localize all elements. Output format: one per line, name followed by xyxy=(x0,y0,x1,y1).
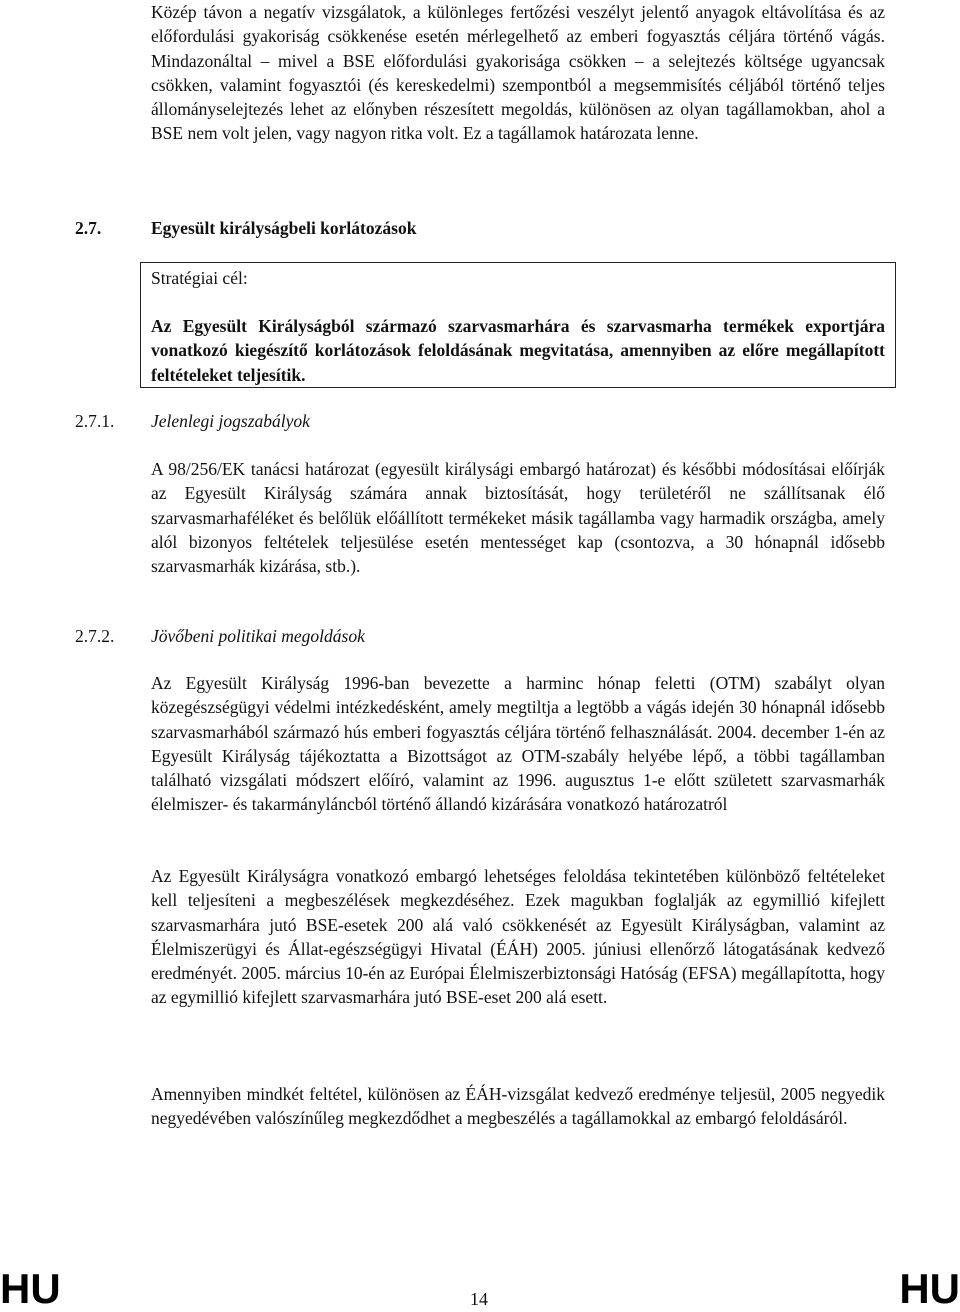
footer-language-mark-right: HU xyxy=(899,1265,960,1312)
subsection-2-paragraph-2: Az Egyesült Királyságra vonatkozó embargó lehetséges feloldása tekintetében különböző feltételeket kell teljesíteni a megbeszélések megkezdéséhez. Ezek magukban foglalják az egymillió kifejlett szarvasmarhára jutó BSE-esetek 200 alá való csökkenését az Egyesült Királyságban, valamint az Élelmiszerügyi és Állat-egészségügyi Hivatal (ÉÁH) 2005. júniusi ellenőrző látogatásának kedvező eredményét. 2005. március 10-én az Európai Élelmiszerbiztonsági Hatóság (EFSA) megállapította, hogy az egymillió kifejlett szarvasmarhára jutó BSE-eset 200 alá esett. xyxy=(151,866,885,1008)
strategic-goal-label: Stratégiai cél: xyxy=(151,268,248,288)
subsection-1-title: Jelenlegi jogszabályok xyxy=(151,411,310,431)
subsection-1-paragraph: A 98/256/EK tanácsi határozat (egyesült királysági embargó határozat) és későbbi módosításai előírják az Egyesült Királyság számára annak biztosítását, hogy területéről ne szállítsanak élő szarvasmarhaféléket és belőlük előállított termékeket másik tagállamba vagy harmadik országba, amely alól bizonyos feltételek teljesülése esetén mentességet kap (csontozva, a 30 hónapnál idősebb szarvasmarhák kizárása, stb.). xyxy=(151,459,885,577)
strategic-goal-text: Az Egyesült Királyságból származó szarvasmarhára és szarvasmarha termékek exportjára vonatkozó kiegészítő korlátozások feloldásának megvitatása, amennyiben az előre megállapított feltételeket teljesítik. xyxy=(151,316,885,385)
subsection-1-number: 2.7.1. xyxy=(75,411,115,431)
subsection-2-number: 2.7.2. xyxy=(75,626,115,646)
subsection-2-paragraph-1: Az Egyesült Királyság 1996-ban bevezette a harminc hónap feletti (OTM) szabályt olyan közegészségügyi védelmi intézkedésként, amely megtiltja a legtöbb a vágás idején 30 hónapnál idősebb szarvasmarhából származó hús emberi fogyasztás céljára történő felhasználását. 2004. december 1-én az Egyesült Királyság tájékoztatta a Bizottságot az OTM-szabály helyébe lépő, a többi tagállamban található vizsgálati módszert előíró, valamint az 1996. augusztus 1-e előtt született szarvasmarhák élelmiszer- és takarmányláncból történő állandó kizárására vonatkozó határozatról xyxy=(151,673,885,815)
footer-language-mark-left: HU xyxy=(0,1265,61,1312)
page-number: 14 xyxy=(470,1289,488,1309)
section-title: Egyesült királyságbeli korlátozások xyxy=(151,218,417,238)
subsection-2-paragraph-3: Amennyiben mindkét feltétel, különösen az ÉÁH-vizsgálat kedvező eredménye teljesül, 2005 negyedik negyedévében valószínűleg megkezdődhet a megbeszélés a tagállamokkal az embargó feloldásáról. xyxy=(151,1084,885,1129)
subsection-2-title: Jövőbeni politikai megoldások xyxy=(151,626,365,646)
intro-paragraph: Közép távon a negatív vizsgálatok, a különleges fertőzési veszélyt jelentő anyagok eltávolítása és az előfordulási gyakoriság csökkenése esetén mérlegelhető az emberi fogyasztás céljára történő vágás. Mindazonáltal – mivel a BSE előfordulási gyakorisága csökken – a selejtezés költsége ugyancsak csökken, valamint fogyasztói (és kereskedelmi) szempontból a megsemmisítés céljából történő teljes állományselejtezés lehet az előnyben részesített megoldás, különösen az olyan tagállamokban, ahol a BSE nem volt jelen, vagy nagyon ritka volt. Ez a tagállamok határozata lenne. xyxy=(151,2,885,144)
section-number: 2.7. xyxy=(75,218,102,238)
